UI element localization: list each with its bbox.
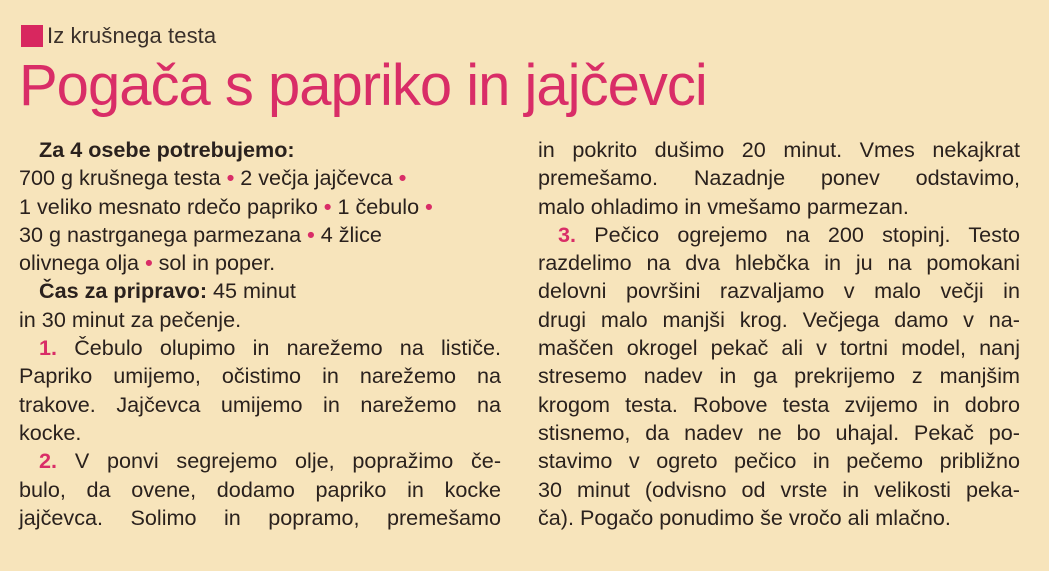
step-line: delovni površini razvaljamo v malo večji in bbox=[538, 278, 1020, 304]
bullet-icon: • bbox=[226, 165, 235, 191]
ingredient: 4 žlice bbox=[320, 221, 382, 247]
prep-time-block bbox=[19, 277, 501, 334]
step-number: 1. bbox=[39, 335, 58, 361]
step-text: V ponvi segrejemo olje, popražimo če- bbox=[74, 448, 502, 474]
ingredients-line bbox=[19, 221, 501, 249]
recipe-title: Pogača s papriko in jajčevci bbox=[19, 53, 707, 118]
step-number: 2. bbox=[39, 448, 58, 474]
step-text: Pečico ogrejemo na 200 stopinj. Testo bbox=[594, 221, 1020, 247]
step-line bbox=[538, 221, 1020, 249]
step-3 bbox=[538, 221, 1020, 532]
step-line: ča). Pogačo ponudimo še vročo ali mlačno. bbox=[538, 504, 951, 530]
ingredient: sol in poper. bbox=[158, 250, 276, 276]
bullet-icon: • bbox=[145, 250, 153, 276]
step-line: maščen okrogel pekač ali v tortni model, nanj bbox=[538, 335, 1020, 361]
ingredients-line bbox=[19, 164, 501, 192]
bullet-icon: • bbox=[323, 193, 332, 219]
step-text: Čebulo olupimo in narežemo na lističe. bbox=[74, 335, 502, 361]
step-2 bbox=[19, 447, 501, 532]
kicker-square-icon bbox=[21, 25, 43, 47]
ingredient: 700 g krušnega testa bbox=[19, 165, 221, 191]
ingredient: 1 veliko mesnato rdečo papriko bbox=[19, 193, 318, 219]
step-2-continued bbox=[538, 136, 1020, 221]
prep-time-label: Čas za pripravo: bbox=[39, 278, 208, 304]
prep-time-line: in 30 minut za pečenje. bbox=[19, 306, 242, 332]
right-column bbox=[538, 136, 1020, 532]
prep-time-value: 45 minut bbox=[207, 278, 296, 304]
ingredient: olivnega olja bbox=[19, 250, 140, 276]
step-line: kocke. bbox=[19, 419, 82, 445]
step-line: bulo, da ovene, dodamo papriko in kocke bbox=[19, 476, 501, 502]
step-line: stisnemo, da nadev ne bo uhajal. Pekač po- bbox=[538, 419, 1020, 445]
step-line: razdelimo na dva hlebčka in ju na pomokani bbox=[538, 250, 1020, 276]
step-line: malo ohladimo in vmešamo parmezan. bbox=[538, 193, 909, 219]
step-line: krogom testa. Robove testa zvijemo in dobro bbox=[538, 391, 1020, 417]
bullet-icon: • bbox=[425, 193, 433, 219]
ingredients-line bbox=[19, 193, 501, 221]
ingredients-heading: Za 4 osebe potrebujemo: bbox=[39, 137, 295, 162]
step-line: premešamo. Nazadnje ponev odstavimo, bbox=[538, 165, 1020, 191]
step-line bbox=[19, 447, 501, 475]
step-line: stresemo nadev in ga prekrijemo z manjšim bbox=[538, 363, 1020, 389]
step-line: jajčevca. Solimo in popramo, premešamo bbox=[19, 504, 501, 530]
ingredients-line bbox=[19, 249, 501, 277]
step-line: stavimo v ogreto pečico in pečemo približno bbox=[538, 448, 1020, 474]
bullet-icon: • bbox=[398, 165, 407, 191]
step-number: 3. bbox=[558, 221, 577, 247]
left-column bbox=[19, 136, 501, 532]
step-line: Papriko umijemo, očistimo in narežemo na bbox=[19, 363, 501, 389]
step-1 bbox=[19, 334, 501, 447]
bullet-icon: • bbox=[307, 221, 315, 247]
ingredient: 2 večja jajčevca bbox=[240, 165, 393, 191]
prep-time-line bbox=[19, 277, 501, 305]
section-kicker bbox=[21, 21, 216, 51]
kicker-text: Iz krušnega testa bbox=[47, 23, 217, 48]
ingredients-block bbox=[19, 136, 501, 277]
step-line bbox=[19, 334, 501, 362]
step-line: in pokrito dušimo 20 minut. Vmes nekajkrat bbox=[538, 137, 1020, 162]
step-line: trakove. Jajčevca umijemo in narežemo na bbox=[19, 391, 501, 417]
ingredient: 30 g nastrganega parmezana bbox=[19, 221, 302, 247]
ingredient: 1 čebulo bbox=[337, 193, 420, 219]
step-line: 30 minut (odvisno od vrste in velikosti peka- bbox=[538, 476, 1020, 502]
step-line: drugi malo manjši krog. Večjega damo v na- bbox=[538, 306, 1020, 332]
